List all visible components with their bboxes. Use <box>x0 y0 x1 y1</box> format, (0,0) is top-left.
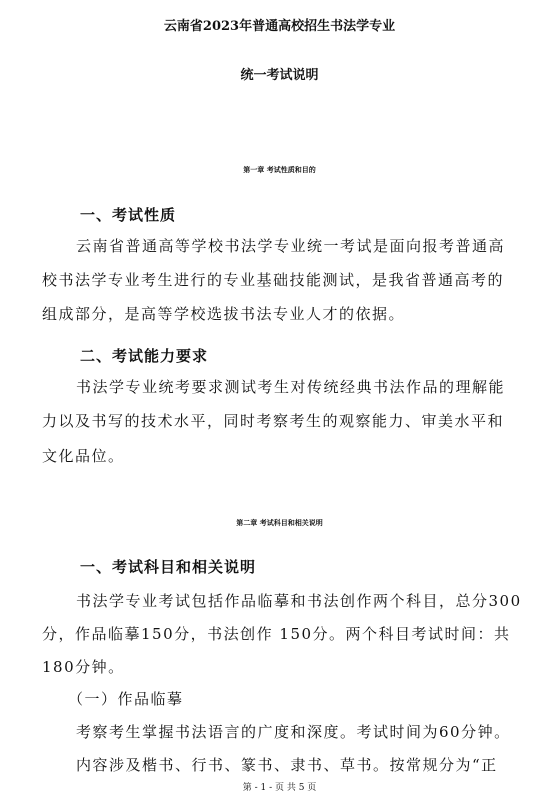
section-ability-requirements-heading: 二、考试能力要求 <box>80 347 209 365</box>
paragraph-line: 力以及书写的技术水平，同时考察考生的观察能力、审美水平和 <box>42 412 505 430</box>
section-exam-subjects-heading: 一、考试科目和相关说明 <box>80 558 257 576</box>
chapter-1-heading: 第一章 考试性质和目的 <box>243 165 316 174</box>
document-title-line-2: 统一考试说明 <box>240 68 319 83</box>
paragraph-line: 云南省普通高等学校书法学专业统一考试是面向报考普通高 <box>76 237 506 255</box>
paragraph-line: 书法学专业统考要求测试考生对传统经典书法作品的理解能 <box>76 378 506 396</box>
paragraph-line: 180分钟。 <box>42 658 125 676</box>
paragraph-line: 考察考生掌握书法语言的广度和深度。考试时间为60分钟。 <box>76 723 511 741</box>
section-exam-nature-heading: 一、考试性质 <box>80 206 177 224</box>
paragraph-line: 分，作品临摹150分，书法创作 150分。两个科目考试时间：共 <box>42 625 511 643</box>
document-title-line-1: 云南省2023年普通高校招生书法学专业 <box>163 19 396 34</box>
paragraph-line: 书法学专业考试包括作品临摹和书法创作两个科目，总分300 <box>76 592 522 610</box>
paragraph-line: 组成部分，是高等学校选拔书法专业人才的依据。 <box>42 305 406 323</box>
paragraph-line: 内容涉及楷书、行书、篆书、隶书、草书。按常规分为“正 <box>76 756 498 774</box>
chapter-2-heading: 第二章 考试科目和相关说明 <box>236 518 323 527</box>
paragraph-line: 文化品位。 <box>42 447 125 465</box>
page-footer: 第 - 1 - 页 共 5 页 <box>242 783 317 793</box>
paragraph-line: 校书法学专业考生进行的专业基础技能测试，是我省普通高考的 <box>42 271 505 289</box>
subsection-copying-heading: （一）作品临摹 <box>68 690 184 708</box>
